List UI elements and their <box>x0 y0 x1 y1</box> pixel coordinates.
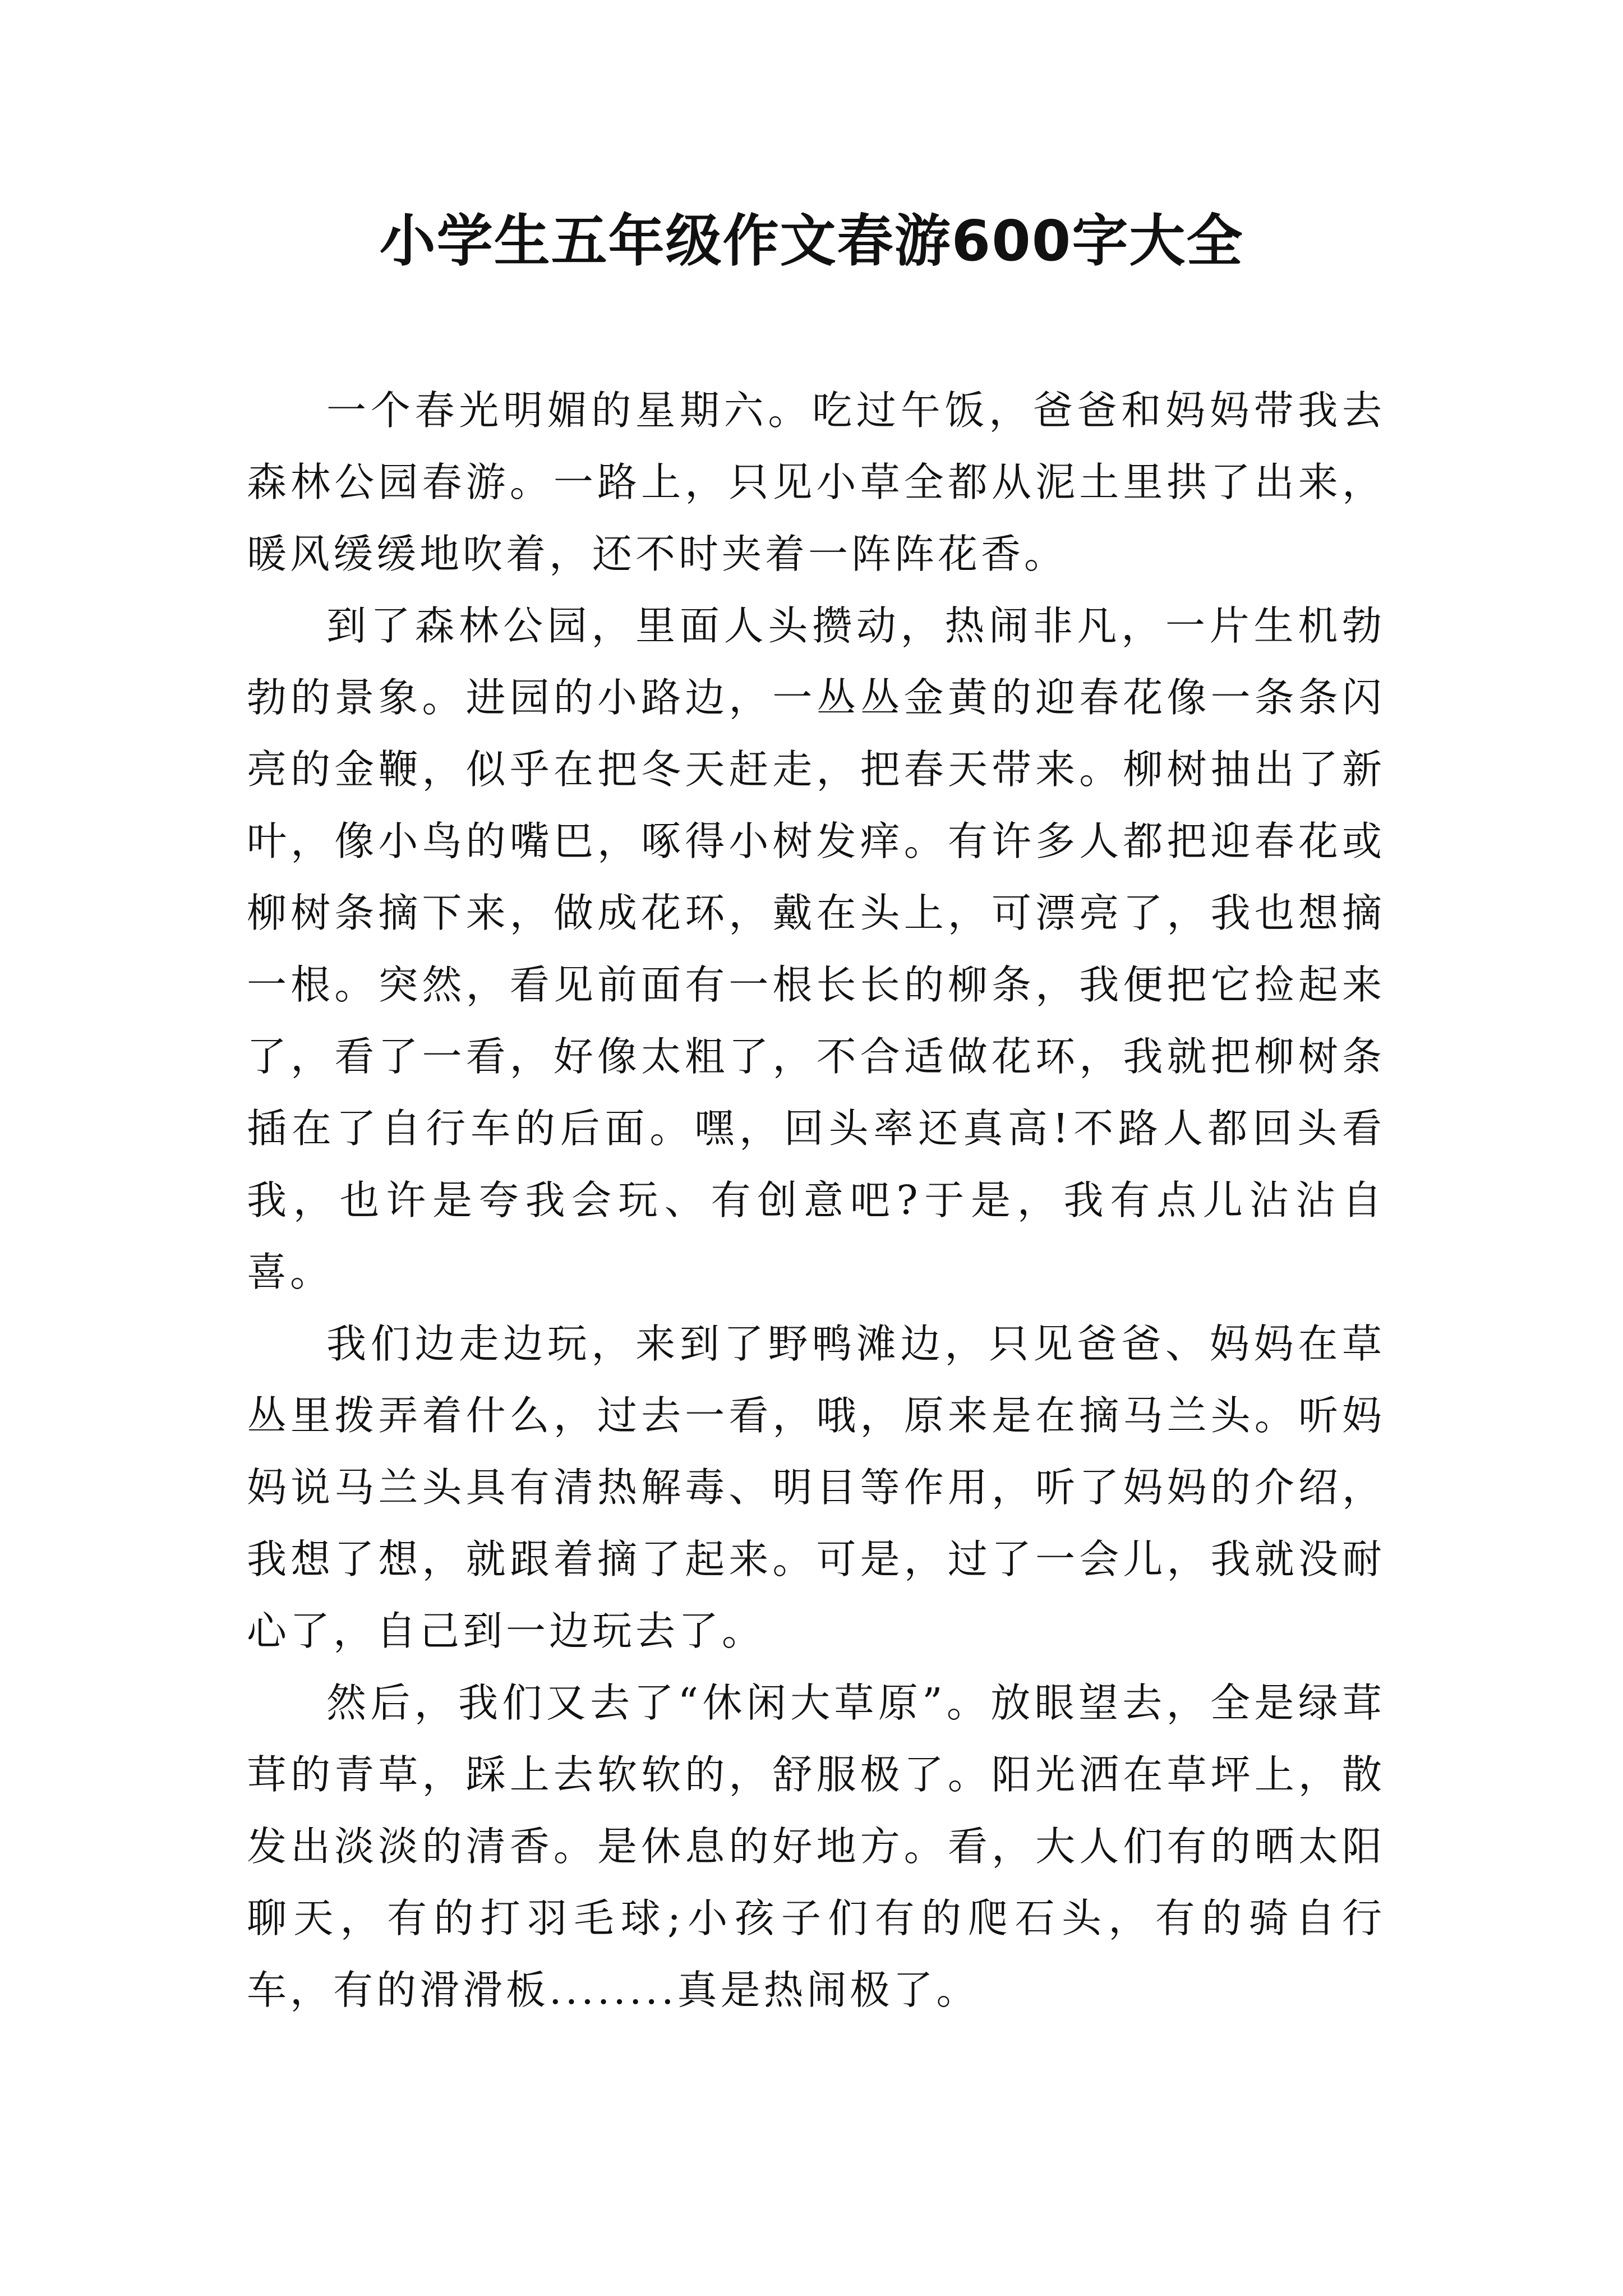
paragraph-4: 然后，我们又去了“休闲大草原”。放眼望去，全是绿茸茸的青草，踩上去软软的，舒服极了。阳光洒在草坪上，散发出淡淡的清香。是休息的好地方。看，大人们有的晒太阳聊天，有的打羽毛球;小孩子们有的爬石头，有的骑自行车，有的滑滑板........真是热闹极了。 <box>247 1680 1385 2013</box>
paragraph-2: 到了森林公园，里面人头攒动，热闹非凡，一片生机勃勃的景象。进园的小路边，一丛丛金黄的迎春花像一条条闪亮的金鞭，似乎在把冬天赶走，把春天带来。柳树抽出了新叶，像小鸟的嘴巴，啄得小树发痒。有许多人都把迎春花或柳树条摘下来，做成花环，戴在头上，可漂亮了，我也想摘一根。突然，看见前面有一根长长的柳条，我便把它捡起来了，看了一看，好像太粗了，不合适做花环，我就把柳树条插在了自行车的后面。嘿，回头率还真高!不路人都回头看我，也许是夸我会玩、有创意吧?于是，我有点儿沾沾自喜。 <box>247 602 1385 1295</box>
essay-body <box>247 375 1385 2026</box>
document-title: 小学生五年级作文春游600字大全 <box>379 208 1244 274</box>
paragraph-3: 我们边走边玩，来到了野鸭滩边，只见爸爸、妈妈在草丛里拨弄着什么，过去一看，哦，原来是在摘马兰头。听妈妈说马兰头具有清热解毒、明目等作用，听了妈妈的介绍，我想了想，就跟着摘了起来。可是，过了一会儿，我就没耐心了，自己到一边玩去了。 <box>247 1320 1385 1654</box>
paragraph-1: 一个春光明媚的星期六。吃过午饭，爸爸和妈妈带我去森林公园春游。一路上，只见小草全都从泥土里拱了出来，暖风缓缓地吹着，还不时夹着一阵阵花香。 <box>247 387 1385 577</box>
